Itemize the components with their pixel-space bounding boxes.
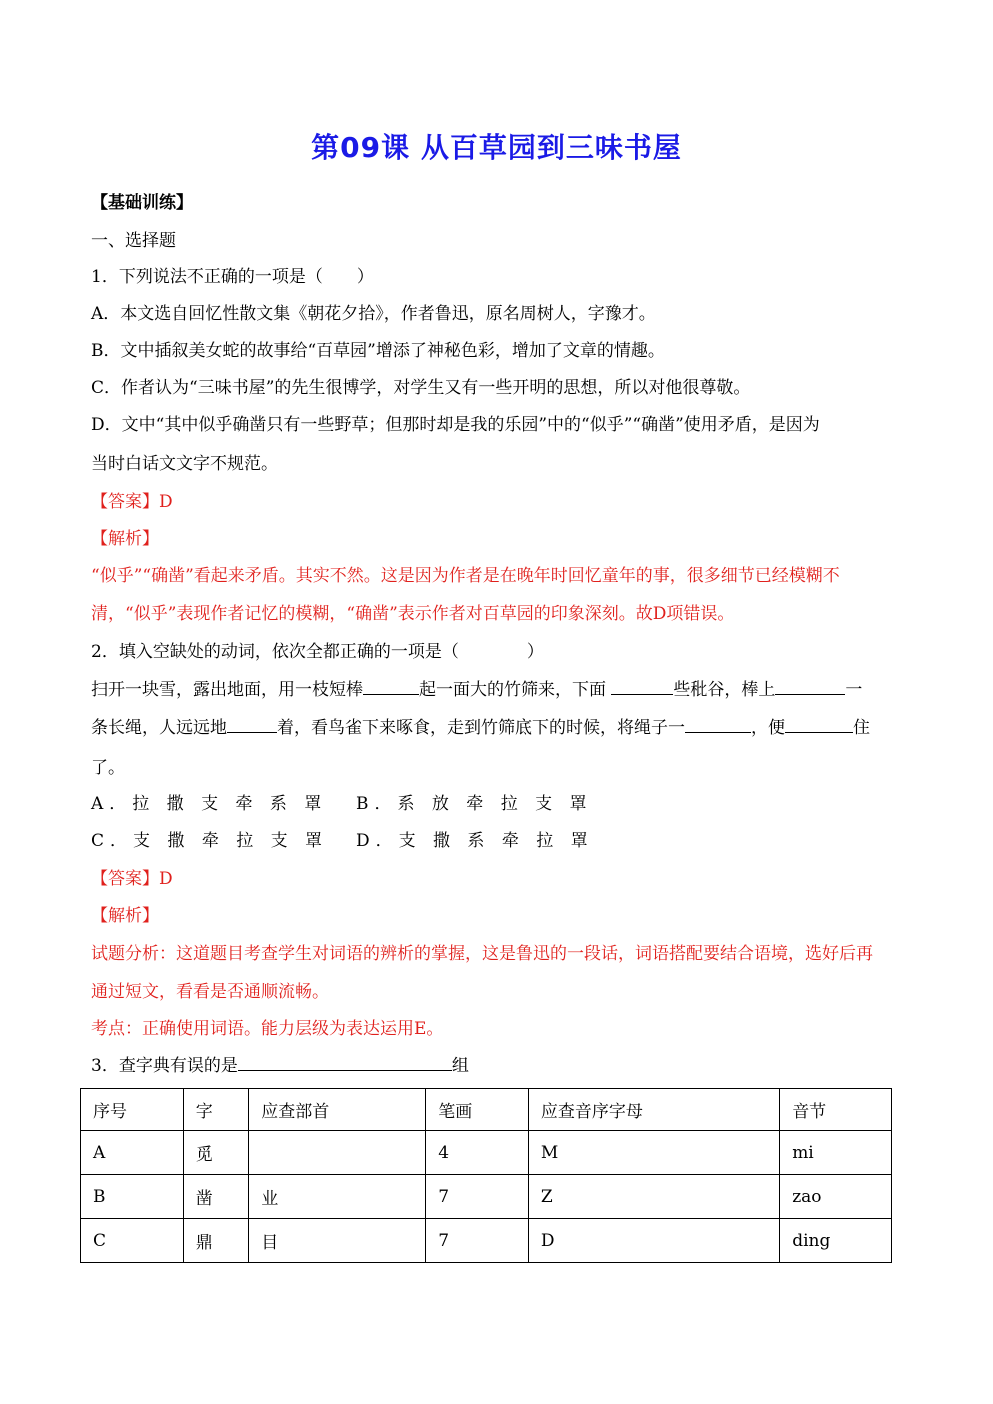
table-cell: 7 bbox=[426, 1175, 529, 1219]
q2-passage-line3: 了。 bbox=[91, 758, 125, 778]
table-header-row bbox=[81, 1089, 892, 1131]
table-row bbox=[81, 1219, 892, 1263]
q3-stem-text: 3．查字典有误的是 bbox=[91, 1056, 238, 1076]
q2-passage-text: 条长绳，人远远地 bbox=[91, 718, 227, 738]
q2-options-row1 bbox=[91, 792, 901, 816]
q1-stem: 1．下列说法不正确的一项是（ ） bbox=[91, 267, 374, 287]
blank-5 bbox=[685, 716, 751, 733]
blank-6 bbox=[785, 716, 853, 733]
table-cell: M bbox=[528, 1131, 779, 1175]
table-cell bbox=[249, 1131, 426, 1175]
blank-4 bbox=[227, 716, 277, 733]
q2-passage-text: 起一面大的竹筛来，下面 bbox=[419, 680, 612, 700]
q2-passage-text: 着，看鸟雀下来啄食，走到竹筛底下的时候，将绳子一 bbox=[277, 718, 685, 738]
q1-option-d-line1: D．文中“其中似乎确凿只有一些野草；但那时却是我的乐园”中的“似乎”“确凿”使用矛盾，是因为 bbox=[91, 415, 820, 435]
table-cell: mi bbox=[780, 1131, 892, 1175]
q1-option-d-line2: 当时白话文文字不规范。 bbox=[91, 454, 278, 474]
q2-analysis-line1: 试题分析：这道题目考查学生对词语的辨析的掌握，这是鲁迅的一段话，词语搭配要结合语境，选好后再 bbox=[91, 944, 873, 964]
table-header: 音节 bbox=[780, 1089, 892, 1131]
table-cell: D bbox=[528, 1219, 779, 1263]
part-heading: 一、选择题 bbox=[91, 231, 176, 251]
q2-passage-text: ，便 bbox=[751, 718, 785, 738]
table-cell: Z bbox=[528, 1175, 779, 1219]
blank-3 bbox=[775, 678, 845, 695]
table-cell: A bbox=[81, 1131, 184, 1175]
q1-option-c: C．作者认为“三味书屋”的先生很博学，对学生又有一些开明的思想，所以对他很尊敬。 bbox=[91, 378, 751, 398]
q1-analysis-line2: 清，“似乎”表现作者记忆的模糊，“确凿”表示作者对百草园的印象深刻。故D项错误。 bbox=[91, 604, 735, 624]
q1-option-b: B．文中插叙美女蛇的故事给“百草园”增添了神秘色彩，增加了文章的情趣。 bbox=[91, 341, 665, 361]
q2-analysis-line3: 考点：正确使用词语。能力层级为表达运用E。 bbox=[91, 1019, 444, 1039]
q2-option-d: D．支 撒 系 牵 拉 罩 bbox=[356, 831, 594, 851]
q3-stem-suffix: 组 bbox=[451, 1056, 469, 1076]
q2-stem: 2．填入空缺处的动词，依次全都正确的一项是（ ） bbox=[91, 642, 544, 662]
blank-2 bbox=[611, 678, 673, 695]
dictionary-table bbox=[80, 1088, 892, 1263]
q1-answer: 【答案】D bbox=[91, 492, 173, 512]
table-cell: C bbox=[81, 1219, 184, 1263]
table-cell: 凿 bbox=[183, 1175, 249, 1219]
table-cell: ding bbox=[780, 1219, 892, 1263]
q2-option-c: C．支 撒 牵 拉 支 罩 bbox=[91, 831, 329, 851]
q3-stem bbox=[91, 1054, 901, 1078]
q1-analysis-label: 【解析】 bbox=[91, 529, 159, 549]
table-cell: 7 bbox=[426, 1219, 529, 1263]
table-cell: B bbox=[81, 1175, 184, 1219]
q2-options-row2 bbox=[91, 829, 901, 853]
q2-passage-text: 些秕谷，棒上 bbox=[673, 680, 776, 700]
q2-answer: 【答案】D bbox=[91, 869, 173, 889]
q2-option-a: A．拉 撒 支 牵 系 罩 bbox=[91, 794, 328, 814]
table-header: 应查音序字母 bbox=[528, 1089, 779, 1131]
blank-1 bbox=[363, 678, 419, 695]
table-cell: 鼎 bbox=[183, 1219, 249, 1263]
q2-passage-line2 bbox=[91, 716, 901, 740]
page-title: 第09课 从百草园到三味书屋 bbox=[311, 131, 682, 164]
table-row bbox=[81, 1131, 892, 1175]
table-cell: 业 bbox=[249, 1175, 426, 1219]
table-header: 应查部首 bbox=[249, 1089, 426, 1131]
table-row bbox=[81, 1175, 892, 1219]
table-header: 序号 bbox=[81, 1089, 184, 1131]
table-cell: 目 bbox=[249, 1219, 426, 1263]
blank-7 bbox=[238, 1054, 452, 1071]
q2-passage-text: 住 bbox=[853, 718, 870, 738]
q2-option-b: B．系 放 牵 拉 支 罩 bbox=[356, 794, 593, 814]
q2-analysis-line2: 通过短文，看看是否通顺流畅。 bbox=[91, 982, 329, 1002]
q2-passage-text: 一 bbox=[845, 680, 863, 700]
table-cell: 觅 bbox=[183, 1131, 249, 1175]
table-cell: zao bbox=[780, 1175, 892, 1219]
q2-passage-text: 扫开一块雪，露出地面，用一枝短棒 bbox=[91, 680, 363, 700]
q2-passage-line1 bbox=[91, 678, 901, 702]
table-header: 笔画 bbox=[426, 1089, 529, 1131]
section-heading: 【基础训练】 bbox=[91, 193, 193, 213]
table-cell: 4 bbox=[426, 1131, 529, 1175]
q1-analysis-line1: “似乎”“确凿”看起来矛盾。其实不然。这是因为作者是在晚年时回忆童年的事，很多细节已经模糊不 bbox=[91, 566, 840, 586]
table-header: 字 bbox=[183, 1089, 249, 1131]
q1-option-a: A．本文选自回忆性散文集《朝花夕拾》，作者鲁迅，原名周树人，字豫才。 bbox=[91, 304, 656, 324]
q2-analysis-label: 【解析】 bbox=[91, 906, 159, 926]
